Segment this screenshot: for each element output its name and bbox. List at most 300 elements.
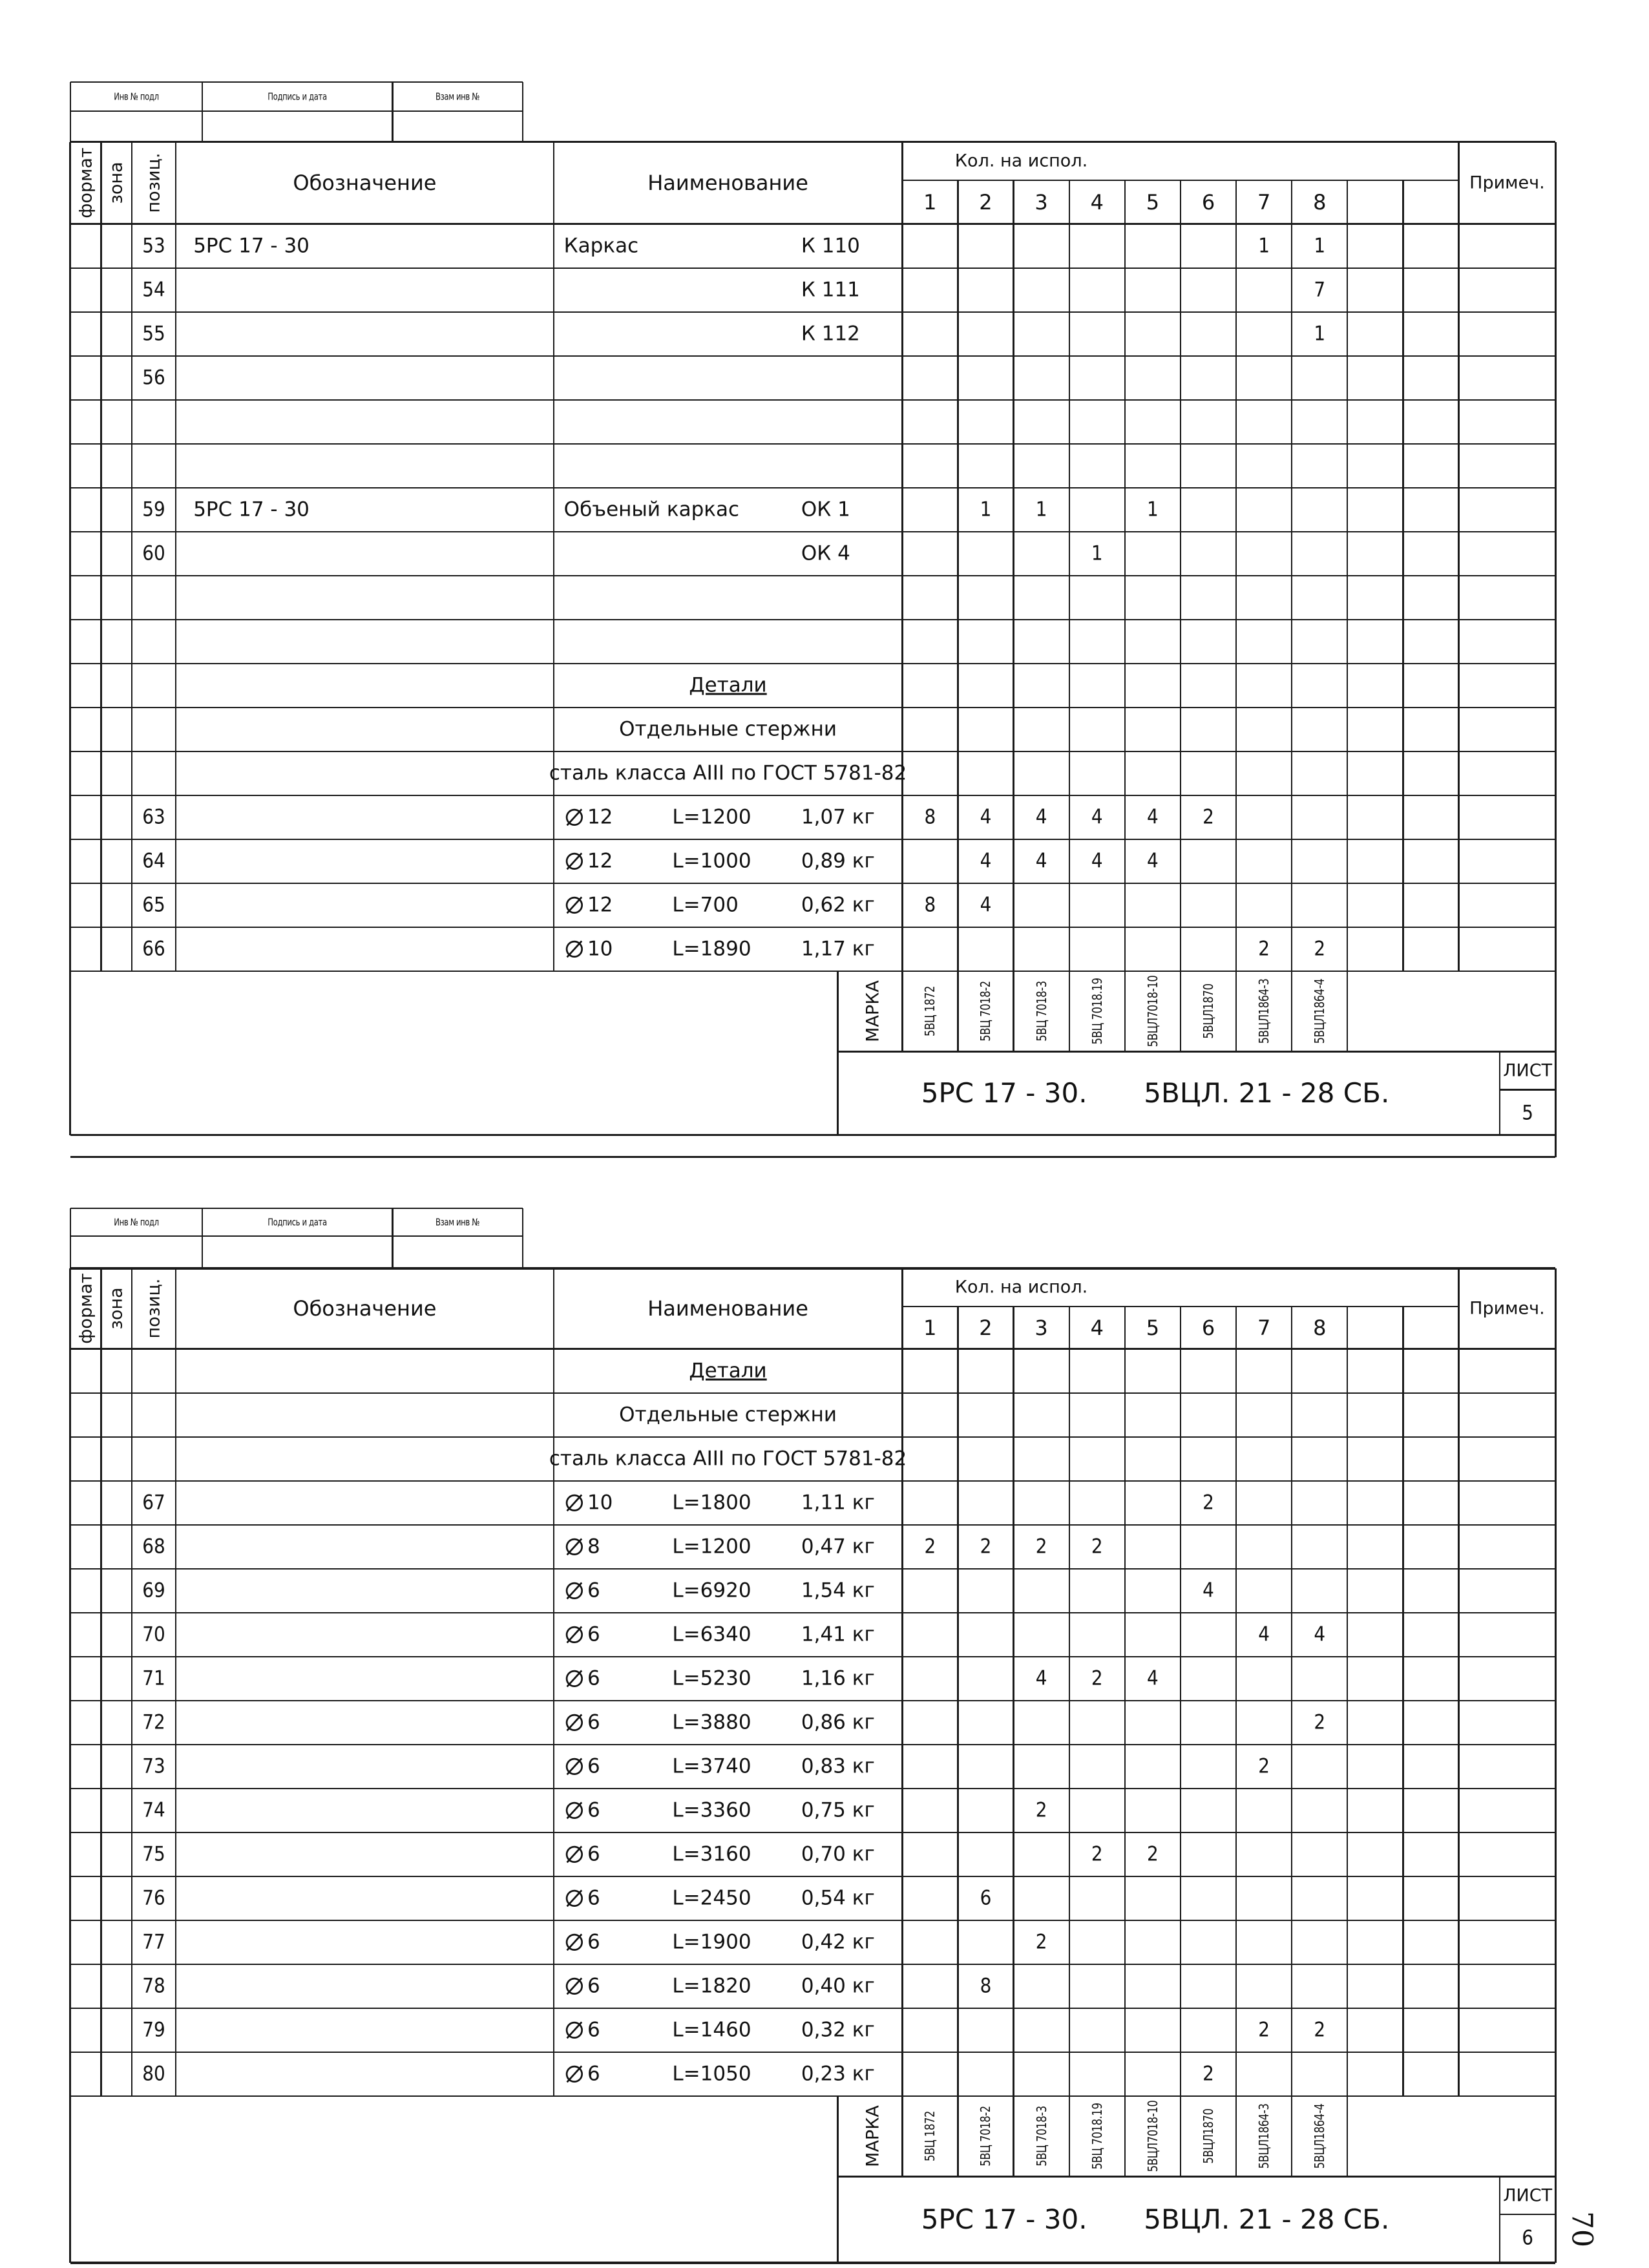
document-title: 5ВЦЛ. 21 - 28 СБ.	[1144, 1077, 1390, 1109]
row-position: 76	[142, 1886, 165, 1910]
row-position: 78	[142, 1974, 165, 1998]
row-mass: 0,89 кг	[801, 849, 875, 873]
qty-variant-5: 4	[1147, 805, 1159, 829]
header-name: Наименование	[647, 171, 808, 196]
row-length: L=6920	[672, 1579, 751, 1602]
section-subheading: Отдельные стержни	[619, 717, 837, 741]
marka-1: 5ВЦ 1872	[922, 986, 938, 1037]
qty-variant-7: 4	[1258, 1622, 1270, 1646]
qty-variant-5: 2	[1147, 1842, 1159, 1866]
table-border-top	[70, 141, 1555, 143]
row-border	[70, 663, 1555, 664]
row-position: 71	[142, 1666, 165, 1690]
sheet-border-right	[1555, 142, 1557, 1135]
row-position: 70	[142, 1622, 165, 1646]
approval-inv-label: Инв № подл	[114, 90, 159, 103]
approval-strip-divider	[70, 1208, 71, 1268]
diameter-icon	[564, 2020, 585, 2041]
document-code: 5РС 17 - 30.	[921, 2203, 1087, 2236]
row-position: 66	[142, 937, 165, 961]
row-length: L=3360	[672, 1798, 751, 1822]
header-qty-per-variant: Кол. на испол.	[954, 1277, 1088, 1297]
section-subheading: сталь класса АIII по ГОСТ 5781-82	[549, 761, 907, 785]
row-border	[70, 1392, 1555, 1394]
qty-variant-2: 1	[980, 498, 992, 521]
row-mark: ОК 4	[801, 541, 850, 565]
marka-bottom-border	[838, 1051, 1556, 1052]
row-length: L=1200	[672, 805, 751, 829]
diameter-icon	[564, 1580, 585, 1601]
header-qty-per-variant: Кол. на испол.	[954, 151, 1088, 171]
qty-variant-5: 1	[1147, 498, 1159, 521]
marka-border	[1013, 971, 1014, 1052]
qty-variant-8: 1	[1314, 234, 1326, 258]
row-position: 65	[142, 893, 165, 917]
sheet-border-bottom	[70, 1134, 1555, 1136]
marka-5: 5ВЦЛ7018-10	[1144, 975, 1161, 1047]
row-diameter: 6	[587, 1754, 600, 1778]
marka-border	[1069, 971, 1070, 1052]
header-variant-2: 2	[979, 1315, 993, 1340]
row-length: L=1820	[672, 1974, 751, 1998]
row-position: 79	[142, 2018, 165, 2042]
sheet-label: ЛИСТ	[1503, 2185, 1553, 2206]
qty-variant-3: 4	[1035, 805, 1047, 829]
marka-border	[1291, 2096, 1292, 2177]
row-diameter: 10	[587, 937, 613, 961]
qty-variant-8: 4	[1314, 1622, 1326, 1646]
marka-label: МАРКА	[863, 980, 883, 1042]
qty-variant-7: 2	[1258, 1754, 1270, 1778]
approval-strip-divider	[392, 1208, 393, 1268]
qty-variant-5: 4	[1147, 1666, 1159, 1690]
approval-swap-label: Взам инв №	[436, 90, 480, 103]
marka-4: 5ВЦ 7018.19	[1089, 2103, 1105, 2170]
row-diameter: 6	[587, 1798, 600, 1822]
diameter-icon	[564, 1712, 585, 1733]
diameter-icon	[564, 807, 585, 828]
row-border	[70, 1480, 1555, 1482]
row-border	[70, 1964, 1555, 1965]
header-note: Примеч.	[1469, 173, 1545, 193]
qty-column-border	[1180, 1307, 1181, 2096]
header-variant-7: 7	[1257, 189, 1271, 215]
qty-variant-1: 2	[924, 1535, 936, 1559]
row-position: 55	[142, 322, 165, 346]
sheet-separator	[70, 1156, 1555, 1158]
header-designation: Обозначение	[293, 171, 437, 196]
qty-variant-8: 2	[1314, 937, 1326, 961]
row-mass: 0,23 кг	[801, 2062, 875, 2086]
sheet-border-right	[1555, 1268, 1557, 2263]
qty-variant-3: 4	[1035, 849, 1047, 873]
approval-sign-label: Подпись и дата	[268, 90, 327, 103]
header-note: Примеч.	[1469, 1298, 1545, 1319]
qty-variant-6: 4	[1203, 1579, 1214, 1602]
qty-variant-3: 1	[1035, 498, 1047, 521]
row-mass: 0,70 кг	[801, 1842, 875, 1866]
row-border	[70, 1832, 1555, 1833]
row-position: 64	[142, 849, 165, 873]
qty-variant-3: 4	[1035, 1666, 1047, 1690]
header-variant-3: 3	[1035, 1315, 1048, 1340]
marka-1: 5ВЦ 1872	[922, 2110, 938, 2162]
qty-variant-4: 2	[1091, 1842, 1103, 1866]
row-diameter: 12	[587, 805, 613, 829]
row-position: 63	[142, 805, 165, 829]
marka-5: 5ВЦЛ7018-10	[1144, 2100, 1161, 2172]
qty-column-border	[1013, 1307, 1014, 2096]
row-length: L=700	[672, 893, 739, 917]
row-mass: 1,41 кг	[801, 1622, 875, 1646]
row-mass: 1,11 кг	[801, 1491, 875, 1515]
header-variant-6: 6	[1201, 1315, 1215, 1340]
header-name: Наименование	[647, 1296, 808, 1321]
qty-variant-2: 4	[980, 805, 992, 829]
row-position: 73	[142, 1754, 165, 1778]
row-border	[70, 487, 1555, 488]
marka-border	[901, 971, 903, 1052]
row-mass: 0,47 кг	[801, 1535, 875, 1559]
header-bottom-border	[70, 1348, 1555, 1350]
diameter-icon	[564, 1537, 585, 1557]
row-diameter: 8	[587, 1535, 600, 1559]
row-border	[70, 619, 1555, 620]
row-border	[70, 1788, 1555, 1789]
sheet-number-divider	[1500, 1089, 1555, 1090]
header-variant-1: 1	[923, 189, 937, 215]
approval-strip-divider	[392, 82, 393, 142]
header-variant-3: 3	[1035, 189, 1048, 215]
row-border	[70, 1744, 1555, 1745]
row-border	[70, 971, 1555, 972]
row-mass: 1,54 кг	[801, 1579, 875, 1602]
row-name: Объеный каркас	[563, 498, 740, 521]
sheet-number-border	[1499, 2176, 1500, 2263]
diameter-icon	[564, 1932, 585, 1953]
qty-variant-7: 2	[1258, 2018, 1270, 2042]
approval-strip-divider	[70, 82, 71, 142]
marka-border	[1180, 2096, 1181, 2177]
qty-variant-8: 2	[1314, 1710, 1326, 1734]
diameter-icon	[564, 939, 585, 960]
row-border	[70, 355, 1555, 357]
marka-border	[901, 2096, 903, 2177]
marka-border	[1013, 2096, 1014, 2177]
section-heading: Детали	[689, 673, 767, 697]
row-length: L=6340	[672, 1622, 751, 1646]
row-position: 54	[142, 278, 165, 302]
row-diameter: 10	[587, 1491, 613, 1515]
diameter-icon	[564, 1800, 585, 1821]
row-border	[70, 575, 1555, 576]
approval-strip-divider	[202, 1208, 203, 1268]
qty-variant-7: 2	[1258, 937, 1270, 961]
row-diameter: 12	[587, 849, 613, 873]
marka-3: 5ВЦ 7018-3	[1033, 2106, 1049, 2167]
marka-border	[1347, 2096, 1348, 2177]
qty-variant-2: 4	[980, 893, 992, 917]
row-diameter: 6	[587, 1886, 600, 1910]
row-border	[70, 1568, 1555, 1570]
qty-variant-2: 4	[980, 849, 992, 873]
row-position: 68	[142, 1535, 165, 1559]
qty-column-border	[1235, 1307, 1237, 2096]
marka-7: 5ВЦЛ1864-3	[1256, 978, 1272, 1044]
row-border	[70, 839, 1555, 840]
section-subheading: сталь класса АIII по ГОСТ 5781-82	[549, 1447, 907, 1471]
table-border-top	[70, 1267, 1555, 1269]
column-border	[131, 142, 132, 971]
row-length: L=2450	[672, 1886, 751, 1910]
sheet-number-divider	[1500, 2214, 1555, 2215]
row-mass: 0,86 кг	[801, 1710, 875, 1734]
sheet-number-border	[1499, 1051, 1500, 1135]
diameter-icon	[564, 1493, 585, 1513]
row-border	[70, 1524, 1555, 1526]
row-length: L=3740	[672, 1754, 751, 1778]
row-length: L=1050	[672, 2062, 751, 2086]
header-variant-5: 5	[1146, 1315, 1160, 1340]
qty-variant-4: 4	[1091, 849, 1103, 873]
row-position: 60	[142, 541, 165, 565]
row-designation: 5РС 17 - 30	[193, 498, 310, 521]
row-position: 59	[142, 498, 165, 521]
marka-border	[957, 2096, 958, 2177]
qty-variant-4: 1	[1091, 541, 1103, 565]
sheet-border-left	[69, 1268, 71, 2263]
qty-column-border	[1402, 1307, 1403, 2096]
sheet-label: ЛИСТ	[1503, 1060, 1553, 1081]
qty-variant-2: 8	[980, 1974, 992, 1998]
qty-variant-6: 2	[1203, 805, 1214, 829]
row-border	[70, 1920, 1555, 1921]
row-border	[70, 443, 1555, 445]
diameter-icon	[564, 1624, 585, 1645]
sheet-separator	[1555, 1135, 1557, 1157]
row-border	[70, 927, 1555, 928]
marka-border	[1235, 2096, 1237, 2177]
qty-column-border	[1347, 1307, 1348, 2096]
row-length: L=1890	[672, 937, 751, 961]
row-mark: К 110	[801, 234, 860, 258]
approval-strip-divider	[70, 1235, 523, 1237]
approval-strip-border	[70, 81, 523, 83]
diameter-icon	[564, 2064, 585, 2084]
row-mass: 0,62 кг	[801, 893, 875, 917]
row-diameter: 12	[587, 893, 613, 917]
row-position: 67	[142, 1491, 165, 1515]
row-mass: 0,42 кг	[801, 1930, 875, 1954]
header-designation: Обозначение	[293, 1296, 437, 1321]
row-border	[70, 2008, 1555, 2009]
row-length: L=5230	[672, 1666, 751, 1690]
qty-variant-7: 1	[1258, 234, 1270, 258]
row-position: 56	[142, 366, 165, 390]
marka-border	[1235, 971, 1237, 1052]
document-title: 5ВЦЛ. 21 - 28 СБ.	[1144, 2203, 1390, 2236]
marka-border	[1291, 971, 1292, 1052]
diameter-icon	[564, 895, 585, 916]
column-border	[175, 142, 176, 971]
qty-variant-4: 2	[1091, 1535, 1103, 1559]
row-length: L=3160	[672, 1842, 751, 1866]
header-variant-6: 6	[1201, 189, 1215, 215]
row-border	[70, 795, 1555, 796]
marka-4: 5ВЦ 7018.19	[1089, 978, 1105, 1045]
marka-6: 5ВЦЛ1870	[1201, 2108, 1217, 2164]
qty-variant-3: 2	[1035, 1930, 1047, 1954]
marka-7: 5ВЦЛ1864-3	[1256, 2103, 1272, 2169]
approval-strip-border	[70, 1208, 523, 1209]
section-heading: Детали	[689, 1359, 767, 1383]
row-length: L=3880	[672, 1710, 751, 1734]
row-position: 53	[142, 234, 165, 258]
approval-strip-divider	[70, 110, 523, 112]
row-length: L=1000	[672, 849, 751, 873]
row-border	[70, 2052, 1555, 2053]
row-mass: 0,83 кг	[801, 1754, 875, 1778]
sheet-number: 5	[1522, 1101, 1534, 1125]
row-length: L=1900	[672, 1930, 751, 1954]
title-block-border	[837, 2096, 839, 2263]
row-border	[70, 268, 1555, 269]
approval-strip-divider	[522, 82, 523, 142]
qty-variant-2: 2	[980, 1535, 992, 1559]
sheet-number: 6	[1522, 2226, 1534, 2250]
header-zone: зона	[106, 1287, 127, 1330]
row-position: 72	[142, 1710, 165, 1734]
row-position: 69	[142, 1579, 165, 1602]
header-variant-4: 4	[1090, 1315, 1104, 1340]
row-diameter: 6	[587, 1842, 600, 1866]
approval-inv-label: Инв № подл	[114, 1216, 159, 1228]
row-border	[70, 2095, 1555, 2097]
row-diameter: 6	[587, 1579, 600, 1602]
marka-bottom-border	[838, 2176, 1556, 2177]
header-variant-2: 2	[979, 189, 993, 215]
qty-variant-3: 2	[1035, 1798, 1047, 1822]
column-border	[100, 142, 101, 971]
row-border	[70, 1700, 1555, 1701]
document-code: 5РС 17 - 30.	[921, 1077, 1087, 1109]
column-border	[901, 142, 903, 971]
header-position: позиц.	[143, 152, 164, 213]
diameter-icon	[564, 851, 585, 872]
marka-border	[1180, 971, 1181, 1052]
qty-variant-1: 8	[924, 893, 936, 917]
marka-border	[1347, 971, 1348, 1052]
header-format: формат	[76, 147, 96, 219]
row-mass: 1,17 кг	[801, 937, 875, 961]
qty-column-border	[957, 1307, 958, 2096]
diameter-icon	[564, 1668, 585, 1689]
row-diameter: 6	[587, 1666, 600, 1690]
row-mark: К 112	[801, 322, 860, 346]
diameter-icon	[564, 1888, 585, 1909]
row-length: L=1200	[672, 1535, 751, 1559]
row-border	[70, 399, 1555, 401]
row-position: 80	[142, 2062, 165, 2086]
approval-strip-divider	[522, 1208, 523, 1268]
qty-variant-2: 6	[980, 1886, 992, 1910]
marka-8: 5ВЦЛ1864-4	[1312, 2103, 1328, 2169]
row-border	[70, 1876, 1555, 1877]
sheet-border-left	[69, 142, 71, 1135]
header-variant-5: 5	[1146, 189, 1160, 215]
header-variant-7: 7	[1257, 1315, 1271, 1340]
title-block-border	[837, 971, 839, 1135]
marka-label: МАРКА	[863, 2105, 883, 2167]
qty-column-border	[1124, 1307, 1126, 2096]
row-mass: 0,32 кг	[801, 2018, 875, 2042]
header-bottom-border	[70, 223, 1555, 225]
row-designation: 5РС 17 - 30	[193, 234, 310, 258]
diameter-icon	[564, 1976, 585, 1997]
header-zone: зона	[106, 162, 127, 204]
qty-variant-8: 7	[1314, 278, 1326, 302]
qty-variant-6: 2	[1203, 2062, 1214, 2086]
qty-variant-5: 4	[1147, 849, 1159, 873]
qty-column-border	[1291, 1307, 1292, 2096]
row-position: 75	[142, 1842, 165, 1866]
row-border	[70, 751, 1555, 752]
column-border	[553, 142, 554, 971]
row-length: L=1460	[672, 2018, 751, 2042]
marka-border	[1124, 2096, 1126, 2177]
row-diameter: 6	[587, 1622, 600, 1646]
qty-variant-8: 2	[1314, 2018, 1326, 2042]
row-diameter: 6	[587, 2018, 600, 2042]
approval-sign-label: Подпись и дата	[268, 1216, 327, 1228]
section-subheading: Отдельные стержни	[619, 1403, 837, 1427]
marka-2: 5ВЦ 7018-2	[978, 981, 994, 1042]
qty-variant-1: 8	[924, 805, 936, 829]
sheet-border-bottom	[70, 2262, 1555, 2263]
archive-page-number: 70	[1565, 2210, 1599, 2247]
row-diameter: 6	[587, 1710, 600, 1734]
marka-8: 5ВЦЛ1864-4	[1312, 978, 1328, 1044]
header-position: позиц.	[143, 1278, 164, 1339]
approval-strip-divider	[202, 82, 203, 142]
row-border	[70, 883, 1555, 884]
row-border	[70, 311, 1555, 313]
row-mass: 0,40 кг	[801, 1974, 875, 1998]
row-border	[70, 1612, 1555, 1613]
row-mass: 0,75 кг	[801, 1798, 875, 1822]
row-diameter: 6	[587, 1974, 600, 1998]
approval-swap-label: Взам инв №	[436, 1216, 480, 1228]
qty-variant-8: 1	[1314, 322, 1326, 346]
row-mass: 1,16 кг	[801, 1666, 875, 1690]
row-mark: К 111	[801, 278, 860, 302]
qty-variant-3: 2	[1035, 1535, 1047, 1559]
qty-variant-4: 2	[1091, 1666, 1103, 1690]
qty-variant-4: 4	[1091, 805, 1103, 829]
diameter-icon	[564, 1756, 585, 1777]
row-border	[70, 1656, 1555, 1657]
marka-3: 5ВЦ 7018-3	[1033, 981, 1049, 1042]
row-mass: 0,54 кг	[801, 1886, 875, 1910]
header-variant-1: 1	[923, 1315, 937, 1340]
row-diameter: 6	[587, 2062, 600, 2086]
qty-column-border	[1069, 1307, 1070, 2096]
row-border	[70, 531, 1555, 532]
header-variant-8: 8	[1313, 1315, 1327, 1340]
row-border	[70, 707, 1555, 708]
marka-border	[1069, 2096, 1070, 2177]
marka-2: 5ВЦ 7018-2	[978, 2106, 994, 2167]
